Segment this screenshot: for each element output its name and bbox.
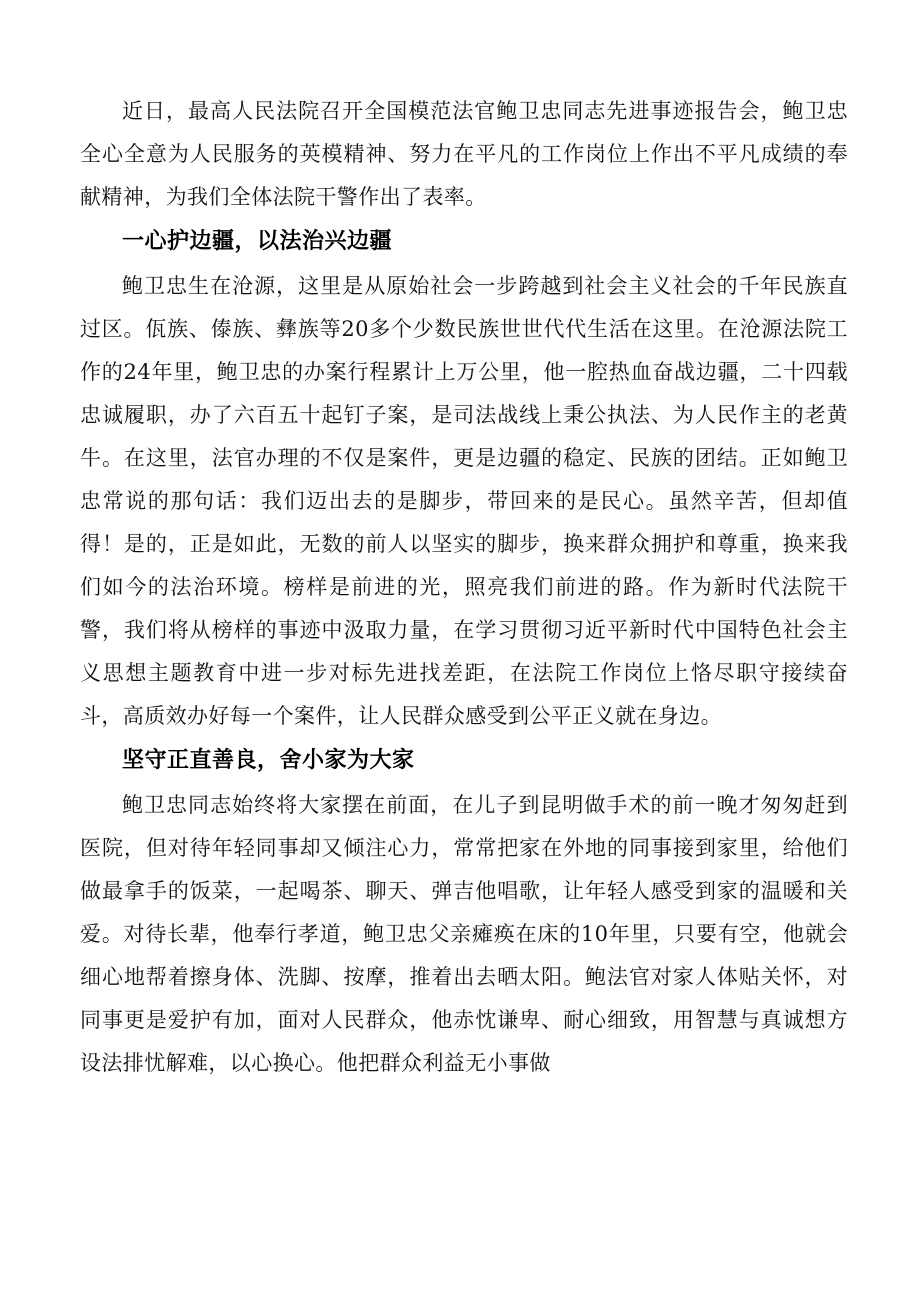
section-heading-border-guard: 一心护边疆，以法治兴边疆	[122, 229, 393, 254]
intro-paragraph: 近日，最高人民法院召开全国模范法官鲍卫忠同志先进事迹报告会，鲍卫忠全心全意为人民服务的英模精神、努力在平凡的工作岗位上作出不平凡成绩的奉献精神，为我们全体法院干警作出了表率。	[80, 99, 848, 209]
section-heading-integrity: 坚守正直善良，舍小家为大家	[122, 748, 415, 773]
section-paragraph-border-guard: 鲍卫忠生在沧源，这里是从原始社会一步跨越到社会主义社会的千年民族直过区。佤族、傣族、彝族等20多个少数民族世世代代生活在这里。在沧源法院工作的24年里，鲍卫忠的办案行程累计上万公里，他一腔热血奋战边疆，二十四载忠诚履职，办了六百五十起钉子案，是司法战线上秉公执法、为人民作主的老黄牛。在这里，法官办理的不仅是案件，更是边疆的稳定、民族的团结。正如鲍卫忠常说的那句话：我们迈出去的是脚步，带回来的是民心。虽然辛苦，但却值得！是的，正是如此，无数的前人以坚实的脚步，换来群众拥护和尊重，换来我们如今的法治环境。榜样是前进的光，照亮我们前进的路。作为新时代法院干警，我们将从榜样的事迹中汲取力量，在学习贯彻习近平新时代中国特色社会主义思想主题教育中进一步对标先进找差距，在法院工作岗位上恪尽职守接续奋斗，高质效办好每一个案件，让人民群众感受到公平正义就在身边。	[80, 274, 848, 728]
section-paragraph-integrity: 鲍卫忠同志始终将大家摆在前面，在儿子到昆明做手术的前一晚才匆匆赶到医院，但对待年轻同事却又倾注心力，常常把家在外地的同事接到家里，给他们做最拿手的饭菜，一起喝茶、聊天、弹吉他唱歌，让年轻人感受到家的温暖和关爱。对待长辈，他奉行孝道，鲍卫忠父亲瘫痪在床的10年里，只要有空，他就会细心地帮着擦身体、洗脚、按摩，推着出去晒太阳。鲍法官对家人体贴关怀，对同事更是爱护有加，面对人民群众，他赤忱谦卑、耐心细致，用智慧与真诚想方设法排忧解难，以心换心。他把群众利益无小事做	[80, 793, 848, 1075]
document-page	[80, 90, 848, 1085]
